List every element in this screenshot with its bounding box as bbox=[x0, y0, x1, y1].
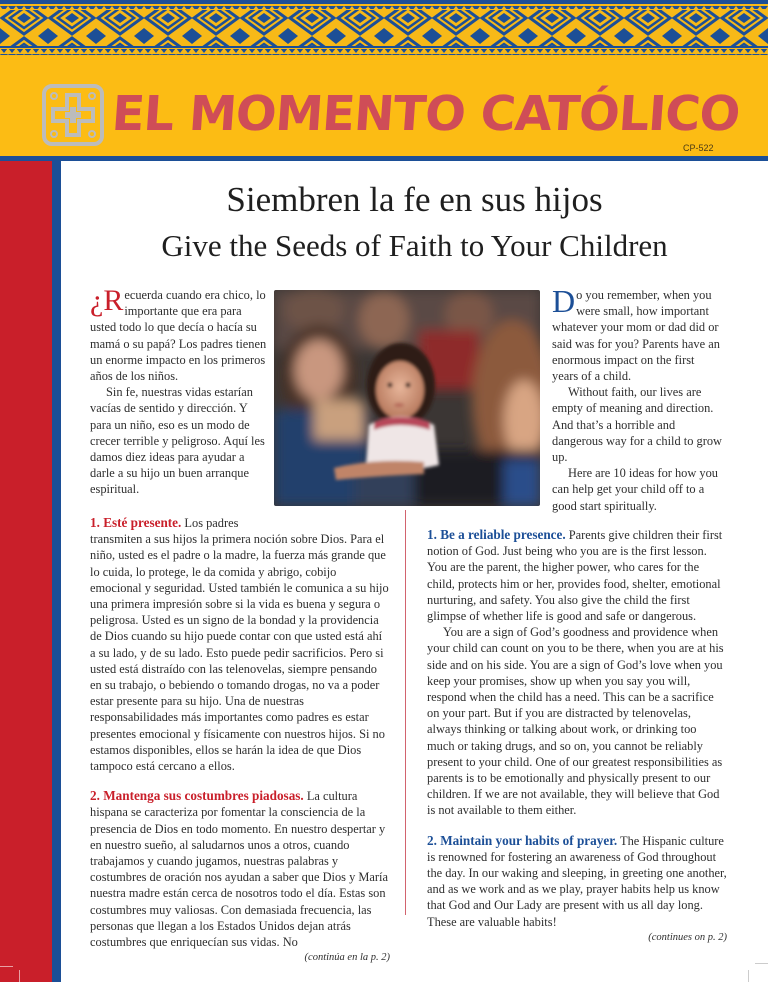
section-es-2-heading: 2. Mantenga sus costumbres piadosas. bbox=[90, 788, 304, 804]
cross-icon bbox=[41, 83, 105, 147]
intro-english bbox=[552, 283, 722, 514]
dropcap-english: D bbox=[552, 283, 576, 319]
section-en-1-body2: You are a sign of God’s goodness and providence when your child can count on you to be there, when you are at his side and on his side. You are a sign of God’s love when you keep your promises, show up when you say you will, respond when the child has a need. This can be a sacrifice on your part. But if you are distracted by telenovelas, always thinking or talking about work, or drinking too much or taking drugs, and so on, you cannot be reliably present to your child. One of our greatest responsibilities as parents is to be emotionally and physically present to our children. If we are not available, they will believe that God is not available to them either. bbox=[427, 625, 724, 818]
dropcap-spanish: ¿R bbox=[90, 284, 124, 317]
header-rule bbox=[0, 156, 768, 161]
continued-spanish: (continúa en la p. 2) bbox=[304, 952, 390, 964]
left-blue-bar bbox=[52, 161, 61, 982]
left-red-bar bbox=[0, 161, 52, 982]
section-es-2 bbox=[90, 788, 390, 950]
intro-english-p1 bbox=[552, 283, 722, 384]
section-es-1-lead bbox=[90, 515, 390, 531]
intro-english-p3: Here are 10 ideas for how you can help get your child off to a good start spiritually. bbox=[552, 466, 719, 513]
intro-spanish-p2: Sin fe, nuestras vidas estarían vacías de sentido y dirección. Y para un niño, eso es un modo de crecer terrible y peligroso. Aquí les damos diez ideas para ayudar a darle a su hijo un buen arranque espiritual. bbox=[90, 385, 265, 497]
crop-mark bbox=[19, 970, 20, 982]
section-en-1-body: Parents give children their first notion of God. Just being who you are is the first lesson. You are the parent, the higher power, who cares for the child, protects him or her, provides food, shelter, emotional nurturing, and safety. You also give the child the first glimpse of whether life is good and safe or dangerous. bbox=[427, 528, 723, 624]
column-divider bbox=[405, 510, 406, 915]
intro-spanish bbox=[90, 284, 270, 498]
masthead-title: EL MOMENTO CATÓLICO bbox=[110, 86, 742, 142]
section-en-2 bbox=[427, 833, 727, 930]
crop-mark bbox=[748, 970, 749, 982]
section-es-1-body: transmiten a sus hijos la primera noción sobre Dios. Para el niño, usted es el padre o la madre, la fuerza más grande que lo cuida, lo protege, le da comida y abrigo, cobijo emocional y seguridad. Usted también le comunica a su hijo una primera impresión sobre si la vida es buena y segura o peligrosa. Usted es un signo de la bondad y la providencia de Dios cuando su hijo puede contar con que usted está ahí a su lado, y de su lado. Esto puede pedir sacrificios. Pero si usted está distraído con las telenovelas, siempre pensando en su trabajo, o bebiendo o tomando drogas, no va a poder estar presente para su hijo. Una de nuestras responsabilidades más importantes como padres es estar presentes emocional y físicamente con nuestros hijos. Si no estamos disponibles, ellos se harán la idea de que Dios tampoco está cercano a ellos. bbox=[90, 532, 389, 774]
continued-english: (continues on p. 2) bbox=[648, 931, 727, 943]
title-english: Give the Seeds of Faith to Your Children bbox=[161, 228, 668, 263]
photo-child-in-crowd bbox=[274, 290, 540, 506]
intro-english-p2: Without faith, our lives are empty of meaning and direction. And that’s a horrible and dangerous way for a child to grow up. bbox=[552, 385, 722, 465]
sections-spanish bbox=[90, 515, 390, 965]
crop-mark bbox=[0, 966, 13, 967]
crop-mark bbox=[755, 963, 768, 964]
section-es-2-body: La cultura hispana se caracteriza por fomentar la consciencia de la presencia de Dios en todo momento. En nuestro despertar y en nuestro sueño, al saludarnos unos a otros, cuando trabajamos y cuando jugamos, nuestras palabras y costumbres de oración nos ayudan a saber que Dios y María nuestra madre están cerca de nosotros todo el día. Estas son costumbres muy valiosas. Con demasiada frecuencia, las personas que llegan a los Estados Unidos dejan atrás costumbres que enriquecían sus vidas. No bbox=[90, 789, 388, 950]
intro-spanish-text: ecuerda cuando era chico, lo importante que era para usted todo lo que decía o hacía su mamá o su papá? Los padres tienen un enorme impacto en los primeros años de los niños. bbox=[90, 288, 267, 384]
aztec-pattern-graphic bbox=[0, 0, 768, 56]
section-en-2-body: The Hispanic culture is renowned for fostering an awareness of God throughout the day. In our waking and sleeping, in greeting one another, and as we work and as we play, prayer habits help us know that God and Our Lady are present with us all day long. These are valuable habits! bbox=[427, 833, 727, 929]
intro-english-text: o you remember, when you were small, how important whatever your mom or dad did or said was for you? Parents have an enormous impact on the first years of a child. bbox=[552, 288, 720, 384]
section-es-1-heading: 1. Esté presente. bbox=[90, 515, 182, 530]
publication-code: CP-522 bbox=[683, 143, 714, 153]
section-es-1-lead-text: Los padres bbox=[181, 516, 239, 530]
intro-spanish-p1 bbox=[90, 284, 270, 384]
sections-english bbox=[427, 527, 727, 945]
section-en-2-heading: 2. Maintain your habits of prayer. bbox=[427, 832, 618, 848]
decorative-pattern-band bbox=[0, 0, 768, 56]
section-en-1 bbox=[427, 527, 727, 624]
section-en-1-heading: 1. Be a reliable presence. bbox=[427, 527, 566, 542]
title-spanish: Siembren la fe en sus hijos bbox=[226, 180, 603, 219]
